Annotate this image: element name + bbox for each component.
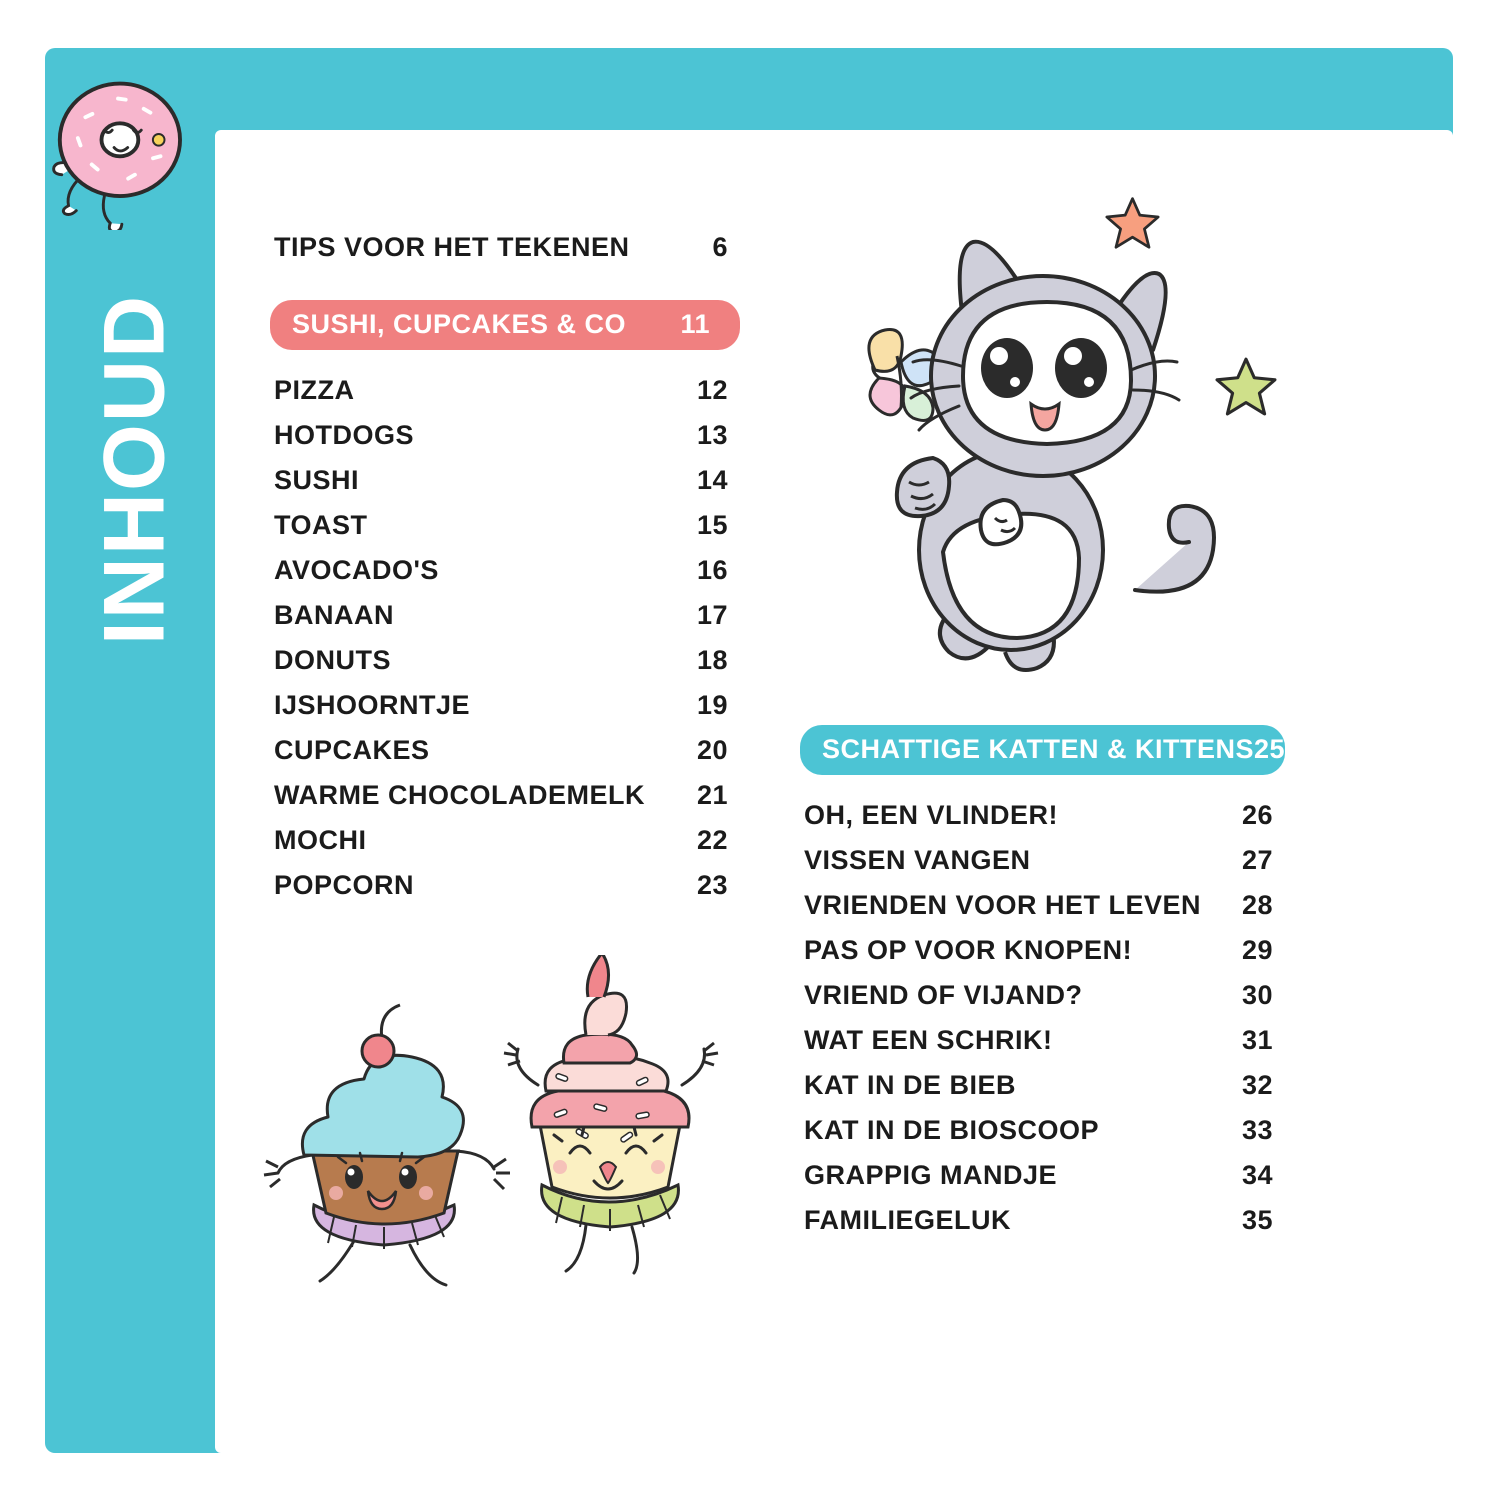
toc-entry-label: WAT EEN SCHRIK! — [804, 1025, 1053, 1055]
toc-entry-tips[interactable] — [270, 225, 740, 270]
toc-entry-page: 35 — [1241, 1205, 1273, 1235]
toc-entry-page: 21 — [696, 780, 728, 810]
toc-entry-page: 27 — [1241, 845, 1273, 875]
toc-entry-page: 28 — [1241, 890, 1273, 920]
toc-entry-page: 15 — [696, 510, 728, 540]
toc-entry-page: 32 — [1241, 1070, 1273, 1100]
toc-entry-label: MOCHI — [274, 825, 367, 855]
toc-entry-toast[interactable] — [270, 503, 740, 548]
toc-entry-page: 34 — [1241, 1160, 1273, 1190]
toc-column-right — [800, 725, 1285, 1243]
toc-entry-label: BANAAN — [274, 600, 394, 630]
toc-entry-page: 12 — [696, 375, 728, 405]
toc-entry-page: 20 — [696, 735, 728, 765]
toc-entry-label: VRIENDEN VOOR HET LEVEN — [804, 890, 1202, 920]
toc-entry-page: 18 — [696, 645, 728, 675]
toc-entry-label: PAS OP VOOR KNOPEN! — [804, 935, 1133, 965]
toc-entry-label: KAT IN DE BIEB — [804, 1070, 1017, 1100]
toc-entry-page: 30 — [1241, 980, 1273, 1010]
toc-entry-avocados[interactable] — [270, 548, 740, 593]
toc-entry-vriend-of-vijand[interactable] — [800, 973, 1285, 1018]
toc-entry-mochi[interactable] — [270, 818, 740, 863]
toc-entry-label: OH, EEN VLINDER! — [804, 800, 1059, 830]
toc-entry-label: FAMILIEGELUK — [804, 1205, 1011, 1235]
cupcake-ballerina-illustration — [250, 955, 730, 1305]
toc-entry-oh-een-vlinder[interactable] — [800, 793, 1285, 838]
toc-entry-label: KAT IN DE BIOSCOOP — [804, 1115, 1100, 1145]
toc-entry-vrienden-voor-het-leven[interactable] — [800, 883, 1285, 928]
toc-section-page: 25 — [1254, 734, 1286, 764]
toc-entry-page: 14 — [696, 465, 728, 495]
toc-entry-page: 29 — [1241, 935, 1273, 965]
toc-entry-label: TOAST — [274, 510, 368, 540]
toc-section-label: SUSHI, CUPCAKES & CO — [292, 309, 627, 339]
toc-entry-page: 33 — [1241, 1115, 1273, 1145]
toc-column-left — [270, 225, 740, 908]
donut-illustration — [42, 70, 192, 230]
toc-entry-cupcakes[interactable] — [270, 728, 740, 773]
toc-entry-page: 19 — [696, 690, 728, 720]
toc-entry-banaan[interactable] — [270, 593, 740, 638]
toc-section-header-cats[interactable] — [800, 725, 1285, 775]
toc-entry-page: 31 — [1241, 1025, 1273, 1055]
toc-entry-page: 6 — [712, 232, 728, 262]
cat-illustration — [835, 200, 1315, 700]
toc-entry-page: 16 — [696, 555, 728, 585]
toc-section-header-food[interactable] — [270, 300, 740, 350]
toc-entry-label: DONUTS — [274, 645, 391, 675]
toc-section-label: SCHATTIGE KATTEN & KITTENS — [822, 734, 1254, 764]
toc-entry-donuts[interactable] — [270, 638, 740, 683]
toc-entry-label: IJSHOORNTJE — [274, 690, 471, 720]
toc-entry-page: 23 — [696, 870, 728, 900]
toc-entry-page: 26 — [1241, 800, 1273, 830]
toc-entry-label: SUSHI — [274, 465, 360, 495]
toc-entry-sushi[interactable] — [270, 458, 740, 503]
toc-entry-label: PIZZA — [274, 375, 355, 405]
toc-entry-page: 22 — [696, 825, 728, 855]
toc-entry-label: POPCORN — [274, 870, 415, 900]
toc-entry-label: GRAPPIG MANDJE — [804, 1160, 1058, 1190]
toc-entry-label: WARME CHOCOLADEMELK — [274, 780, 645, 810]
toc-entry-vissen-vangen[interactable] — [800, 838, 1285, 883]
toc-entry-page: 13 — [696, 420, 728, 450]
toc-entry-familiegeluk[interactable] — [800, 1198, 1285, 1243]
toc-entry-hotdogs[interactable] — [270, 413, 740, 458]
toc-entry-label: TIPS VOOR HET TEKENEN — [274, 232, 630, 262]
toc-entry-warme-chocolademelk[interactable] — [270, 773, 740, 818]
toc-entry-grappig-mandje[interactable] — [800, 1153, 1285, 1198]
toc-entry-kat-in-de-bieb[interactable] — [800, 1063, 1285, 1108]
toc-entry-label: VRIEND OF VIJAND? — [804, 980, 1083, 1010]
toc-entry-page: 17 — [696, 600, 728, 630]
page-title: INHOUD — [86, 293, 183, 646]
toc-entry-wat-een-schrik[interactable] — [800, 1018, 1285, 1063]
toc-section-page: 11 — [680, 309, 710, 339]
toc-entry-label: CUPCAKES — [274, 735, 430, 765]
toc-entry-label: AVOCADO'S — [274, 555, 439, 585]
toc-entry-kat-in-de-bioscoop[interactable] — [800, 1108, 1285, 1153]
toc-entry-label: VISSEN VANGEN — [804, 845, 1031, 875]
toc-entry-ijshoorntje[interactable] — [270, 683, 740, 728]
toc-entry-pizza[interactable] — [270, 368, 740, 413]
toc-entry-popcorn[interactable] — [270, 863, 740, 908]
toc-entry-label: HOTDOGS — [274, 420, 415, 450]
toc-entry-pas-op-voor-knopen[interactable] — [800, 928, 1285, 973]
